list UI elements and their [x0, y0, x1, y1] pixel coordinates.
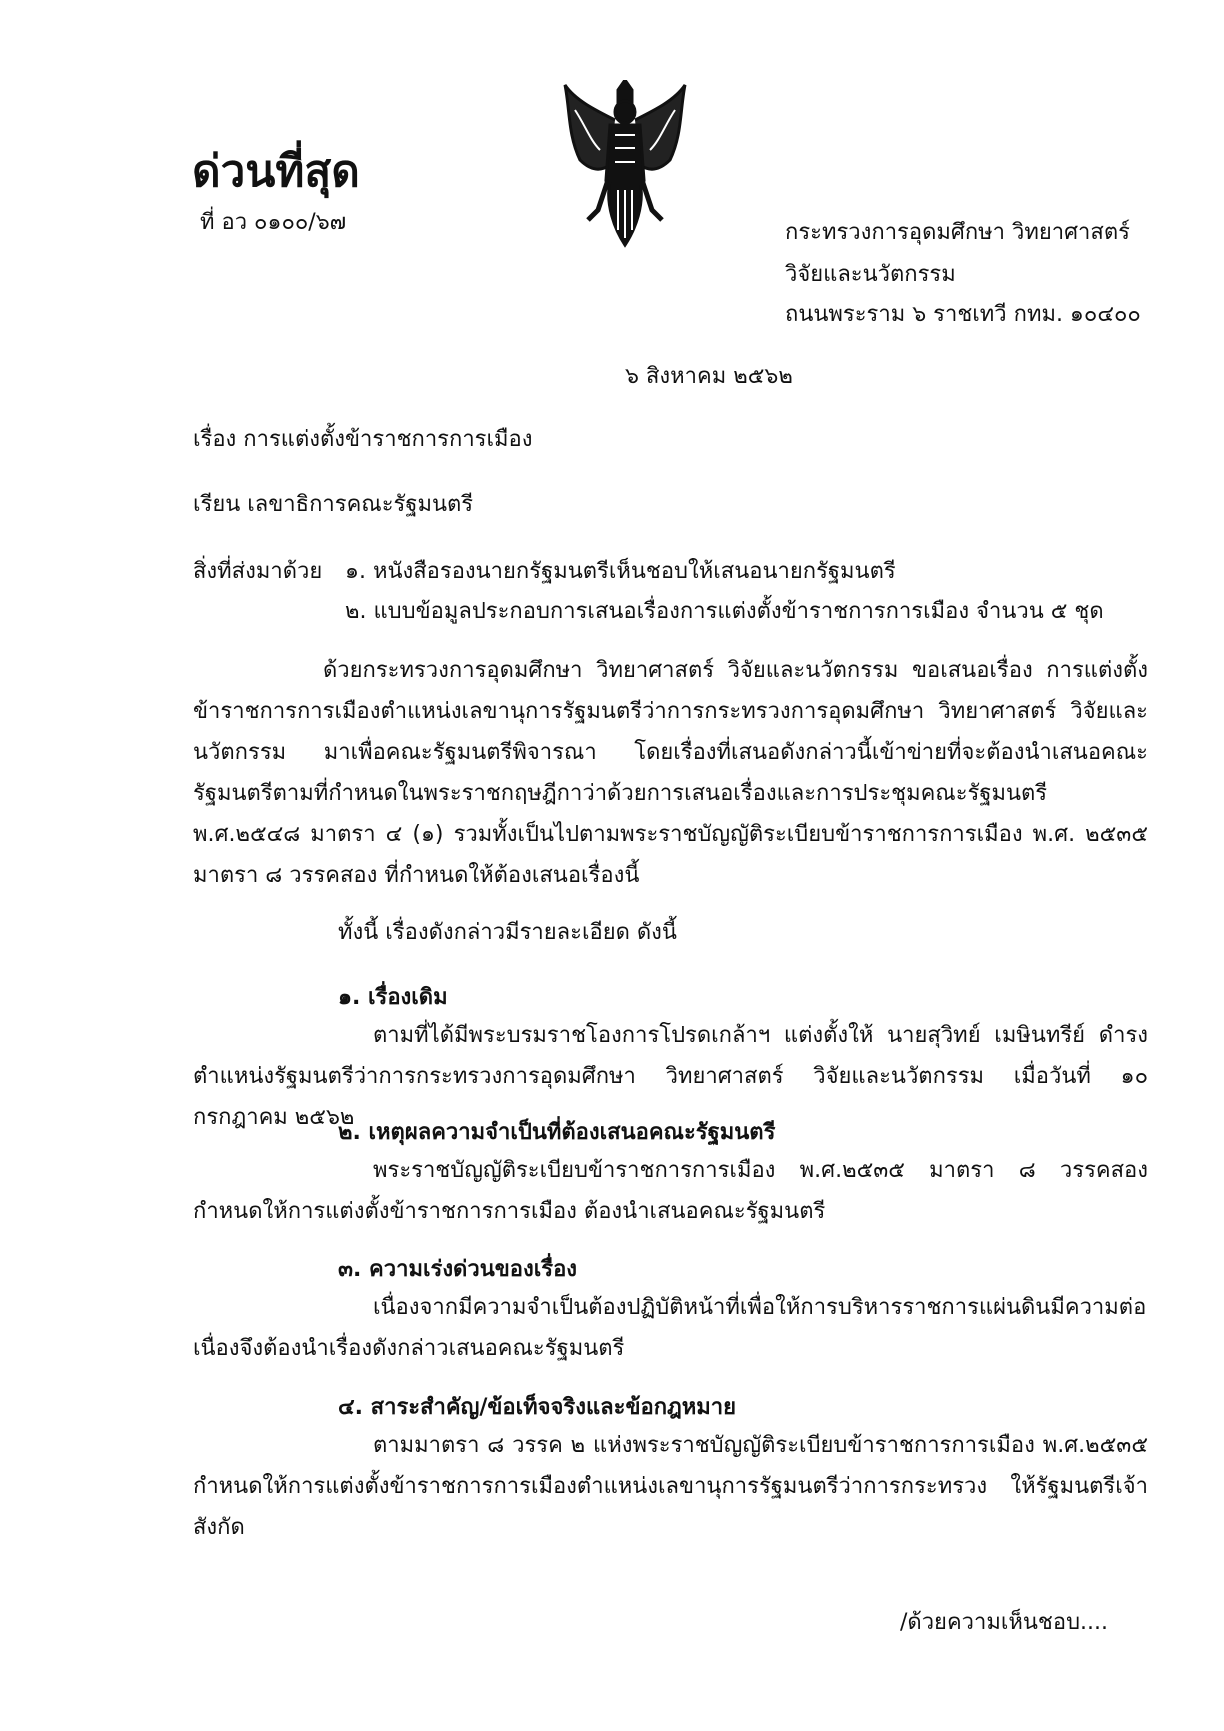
section-1-heading: ๑. เรื่องเดิม [338, 985, 448, 1010]
garuda-emblem-icon [560, 80, 690, 250]
intro-paragraph [193, 650, 1148, 896]
section-3-text: เนื่องจากมีความจำเป็นต้องปฏิบัติหน้าที่เพื่อให้การบริหารราชการแผ่นดินมีความต่อเนื่องจึงต้องนำเรื่องดังกล่าวเสนอคณะรัฐมนตรี [193, 1295, 1147, 1361]
section-4-body [193, 1425, 1148, 1548]
section-3-heading: ๓. ความเร่งด่วนของเรื่อง [338, 1257, 578, 1282]
section-2-text: พระราชบัญญัติระเบียบข้าราชการการเมือง พ.ศ.๒๕๓๕ มาตรา ๘ วรรคสอง กำหนดให้การแต่งตั้งข้าราชการการเมือง ต้องนำเสนอคณะรัฐมนตรี [193, 1158, 1148, 1224]
section-2-heading: ๒. เหตุผลความจำเป็นที่ต้องเสนอคณะรัฐมนตรี [338, 1120, 776, 1145]
section-3-body [193, 1287, 1148, 1369]
subject-line: เรื่อง การแต่งตั้งข้าราชการการเมือง [193, 427, 533, 452]
document-number: ที่ อว ๐๑๐๐/๖๗ [200, 210, 347, 235]
sender-line-1: กระทรวงการอุดมศึกษา วิทยาศาสตร์ [785, 220, 1130, 245]
continuation-note: /ด้วยความเห็นชอบ.... [900, 1610, 1109, 1635]
section-1-text: ตามที่ได้มีพระบรมราชโองการโปรดเกล้าฯ แต่งตั้งให้ นายสุวิทย์ เมษินทรีย์ ดำรงตำแหน่งรัฐมนตรีว่าการกระทรวงการอุดมศึกษา วิทยาศาสตร์ วิจัยและนวัตกรรม เมื่อวันที่ ๑๐ กรกฎาคม ๒๕๖๒ [193, 1023, 1148, 1130]
section-2-body [193, 1150, 1148, 1232]
section-4-text: ตามมาตรา ๘ วรรค ๒ แห่งพระราชบัญญัติระเบียบข้าราชการการเมือง พ.ศ.๒๕๓๕ กำหนดให้การแต่งตั้งข้าราชการการเมืองตำแหน่งเลขานุการรัฐมนตรีว่าการกระทรวง ให้รัฐมนตรีเจ้าสังกัด [193, 1433, 1148, 1540]
sender-line-2: วิจัยและนวัตกรรม [785, 262, 956, 287]
letter-date: ๖ สิงหาคม ๒๕๖๒ [625, 364, 793, 389]
section-4-heading: ๔. สาระสำคัญ/ข้อเท็จจริงและข้อกฎหมาย [338, 1395, 737, 1420]
urgency-stamp: ด่วนที่สุด [192, 146, 360, 197]
details-intro: ทั้งนี้ เรื่องดังกล่าวมีรายละเอียด ดังนี้ [338, 920, 677, 945]
enclosure-item-2: ๒. แบบข้อมูลประกอบการเสนอเรื่องการแต่งตั้งข้าราชการการเมือง จำนวน ๕ ชุด [345, 599, 1104, 624]
intro-text: ด้วยกระทรวงการอุดมศึกษา วิทยาศาสตร์ วิจัยและนวัตกรรม ขอเสนอเรื่อง การแต่งตั้งข้าราชการการเมืองตำแหน่งเลขานุการรัฐมนตรีว่าการกระทรวงการอุดมศึกษา วิทยาศาสตร์ วิจัยและนวัตกรรม มาเพื่อคณะรัฐมนตรีพิจารณา โดยเรื่องที่เสนอดังกล่าวนี้เข้าข่ายที่จะต้องนำเสนอคณะรัฐมนตรีตามที่กำหนดในพระราชกฤษฎีกาว่าด้วยการเสนอเรื่องและการประชุมคณะรัฐมนตรี พ.ศ.๒๕๔๘ มาตรา ๔ (๑) รวมทั้งเป็นไปตามพระราชบัญญัติระเบียบข้าราชการการเมือง พ.ศ. ๒๕๓๕ มาตรา ๘ วรรคสอง ที่กำหนดให้ต้องเสนอเรื่องนี้ [193, 658, 1148, 888]
enclosures-label: สิ่งที่ส่งมาด้วย [193, 559, 323, 584]
sender-line-3: ถนนพระราม ๖ ราชเทวี กทม. ๑๐๔๐๐ [785, 302, 1141, 327]
enclosure-item-1: ๑. หนังสือรองนายกรัฐมนตรีเห็นชอบให้เสนอนายกรัฐมนตรี [345, 559, 896, 584]
recipient-line: เรียน เลขาธิการคณะรัฐมนตรี [193, 492, 474, 517]
